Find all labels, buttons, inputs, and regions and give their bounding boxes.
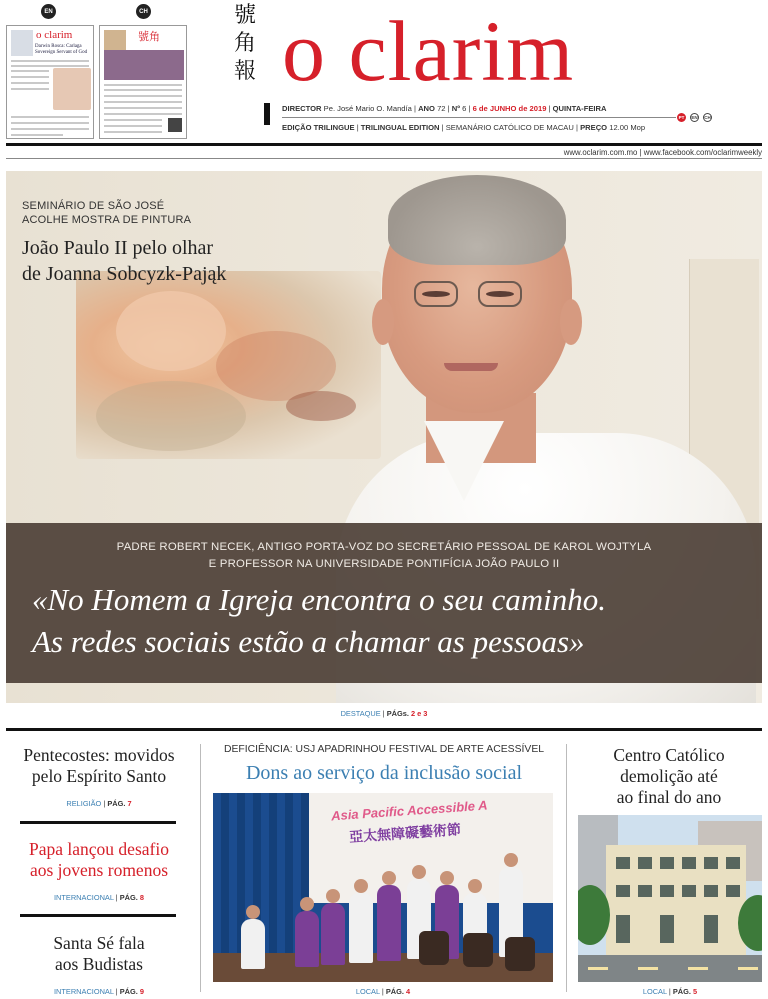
lang-dot-pt: PT: [678, 115, 685, 120]
hero-headline[interactable]: João Paulo II pelo olhar de Joanna Sobcyzk-Pająk: [22, 237, 227, 285]
en-edition-badge[interactable]: EN: [41, 4, 56, 19]
story-papa-desafio[interactable]: Papa lançou desafio aos jovens romenos: [29, 839, 169, 880]
hero-quote[interactable]: «No Homem a Igreja encontra o seu caminho. As redes sociais estão a chamar as pessoas»: [32, 582, 606, 659]
ch-edition-badge[interactable]: CH: [136, 4, 151, 19]
hero-kicker: SEMINÁRIO DE SÃO JOSÉ ACOLHE MOSTRA DE PINTURA: [22, 200, 192, 226]
masthead-rule: [6, 143, 762, 146]
thumb-ch-photo: [104, 50, 184, 80]
website-link[interactable]: www.oclarim.com.mo: [563, 148, 638, 157]
thumb-ch-logo: 號角: [138, 30, 160, 43]
section-rule: [6, 728, 762, 731]
festival-photo[interactable]: [213, 793, 553, 982]
masthead-info-line-1: DIRECTOR Pe. José Mario O. Mandía | ANO 72 | Nº 6 | 6 de JUNHO de 2019 | QUINTA-FEIRA: [282, 104, 607, 113]
centro-catolico-photo[interactable]: [578, 815, 762, 982]
story-papa-desafio-ref[interactable]: INTERNACIONAL | PÁG. 8: [54, 893, 144, 902]
ch-edition-thumbnail[interactable]: [99, 25, 187, 139]
newspaper-logo[interactable]: o clarim: [282, 3, 575, 99]
story-centro-catolico[interactable]: Centro Católico demolição até ao final do ano: [613, 745, 725, 807]
building: [606, 845, 746, 955]
quote-band: [6, 523, 762, 683]
center-kicker: DEFICIÊNCIA: USJ APADRINHOU FESTIVAL DE ARTE ACESSÍVEL: [223, 744, 545, 755]
masthead-info-line-2: EDIÇÃO TRILINGUE | TRILINGUAL EDITION | SEMANÁRIO CATÓLICO DE MACAU | PREÇO 12.00 Mop: [282, 123, 646, 132]
story-pentecostes[interactable]: Pentecostes: movidos pelo Espírito Santo: [23, 745, 175, 786]
web-links: www.oclarim.com.mo | www.facebook.com/oclarimweekly: [563, 148, 762, 157]
hero-page-ref[interactable]: DESTAQUE | PÁGs. 2 e 3: [340, 709, 428, 718]
thumb-en-photo: [53, 68, 91, 110]
lang-dot-ch: CH: [704, 115, 711, 120]
banner-text-cjk: 亞太無障礙藝術節: [348, 822, 462, 846]
thumb-en-logo: o clarim: [36, 29, 73, 41]
story-dons-inclusao[interactable]: Dons ao serviço da inclusão social: [245, 762, 523, 784]
thumb-ch-qr: [168, 118, 182, 132]
hero-feature[interactable]: [6, 171, 762, 703]
masthead-marker: [264, 103, 270, 125]
banner-text-en: Asia Pacific Accessible A: [330, 797, 488, 824]
en-edition-thumbnail[interactable]: [6, 25, 94, 139]
story-dons-inclusao-ref[interactable]: LOCAL | PÁG. 4: [355, 987, 411, 996]
story-centro-catolico-ref[interactable]: LOCAL | PÁG. 5: [642, 987, 698, 996]
facebook-link[interactable]: www.facebook.com/oclarimweekly: [643, 148, 762, 157]
watercolor-painting: [76, 271, 381, 459]
quote-attribution: PADRE ROBERT NECEK, ANTIGO PORTA-VOZ DO SECRETÁRIO PESSOAL DE KAROL WOJTYLA E PROFESSOR NA UNIVERSIDADE PONTIFÍCIA JOÃO PAULO II: [116, 541, 652, 570]
story-santa-se-ref[interactable]: INTERNACIONAL | PÁG. 9: [54, 987, 144, 996]
story-santa-se[interactable]: Santa Sé fala aos Budistas: [53, 933, 145, 974]
story-pentecostes-ref[interactable]: RELIGIÃO | PÁG. 7: [66, 799, 132, 808]
thumb-en-headline: Darwin Rosca: Carlaga Sovereign Servant of God: [35, 44, 88, 55]
lang-dot-en: EN: [691, 115, 698, 120]
chinese-masthead-title: 號 角 報: [233, 3, 256, 84]
